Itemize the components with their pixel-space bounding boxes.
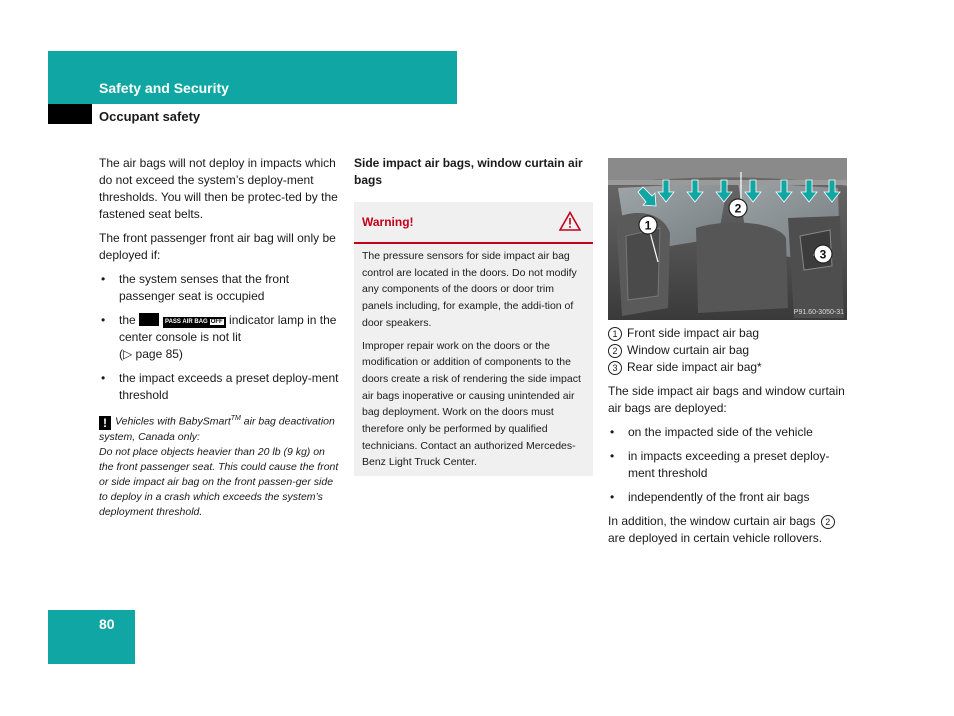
right-column — [608, 325, 848, 554]
inline-callout: 2 — [821, 515, 835, 529]
legend-number: 3 — [608, 361, 622, 375]
bullet-list — [608, 424, 848, 506]
airbag-illustration — [608, 158, 847, 320]
child-seat-icon — [139, 313, 159, 326]
legend-text: Rear side impact air bag* — [627, 360, 762, 374]
figure-legend — [608, 325, 848, 376]
paragraph: The side impact air bags and window curtain air bags are deployed: — [608, 384, 845, 415]
note-heading-cont: air bag deactivation system, Canada only: — [99, 415, 335, 443]
warning-paragraph: The pressure sensors for side impact air bag control are located in the doors. Do not modify any components of the doors or door trim panels including, for example, the addi-tion of door speakers. — [362, 250, 577, 329]
header-band — [48, 51, 457, 104]
warning-box — [354, 202, 593, 476]
page-reference: (▷ page 85) — [119, 347, 183, 361]
callout-3 — [814, 245, 832, 263]
note-body: Do not place objects heavier than 20 lb (9 kg) on the front passenger seat. This could cause the front or side impact air bag on the front passen-ger side to deploy in a crash which exceeds the system’s deployment threshold. — [99, 445, 339, 518]
page-number: 80 — [99, 616, 115, 632]
subsection-title: Occupant safety — [99, 109, 201, 124]
paragraph-text: are deployed in certain vehicle rollovers. — [608, 531, 823, 545]
warning-body — [362, 248, 586, 477]
section-tab-marker — [48, 104, 92, 124]
pass-air-bag-off-icon — [163, 317, 226, 328]
paragraph-text: In addition, the window curtain air bags — [608, 514, 816, 528]
callout-2 — [729, 199, 747, 217]
list-item: • independently of the front air bags — [608, 489, 848, 506]
warning-title: Warning! — [362, 215, 414, 229]
paragraph — [608, 513, 848, 547]
legend-item — [608, 359, 848, 376]
list-item: • on the impacted side of the vehicle — [608, 424, 848, 441]
left-column — [99, 155, 339, 520]
note-block — [99, 411, 339, 520]
icon-label: PASS AIR BAG — [165, 319, 208, 325]
middle-heading: Side impact air bags, window curtain air bags — [354, 156, 583, 187]
bullet-list — [99, 271, 339, 404]
legend-number: 1 — [608, 327, 622, 341]
warning-triangle-icon — [559, 211, 581, 231]
list-item: • in impacts exceeding a preset deploy-ment threshold — [608, 448, 848, 482]
list-item-text: indicator lamp in the center console is not lit — [119, 313, 337, 344]
legend-number: 2 — [608, 344, 622, 358]
legend-text: Front side impact air bag — [627, 326, 760, 340]
page-number-band — [48, 610, 135, 664]
paragraph: The front passenger front air bag will only be deployed if: — [99, 231, 336, 262]
note-heading: Vehicles with BabySmart — [115, 415, 231, 428]
list-item: • the impact exceeds a preset deploy-ment threshold — [99, 370, 339, 404]
callout-2-label: 2 — [734, 201, 742, 216]
trademark: TM — [230, 415, 241, 422]
callout-1-label: 1 — [644, 218, 652, 233]
paragraph: The air bags will not deploy in impacts which do not exceed the system’s deploy-ment thresholds. You will then be protec-ted by the fastened seat belts. — [99, 156, 338, 221]
icon-off-label: OFF — [210, 319, 223, 325]
section-title: Safety and Security — [99, 80, 229, 96]
figure-code: P91.60-3050-31 — [793, 309, 844, 316]
list-item — [99, 312, 339, 363]
callout-3-label: 3 — [819, 247, 827, 262]
legend-item — [608, 342, 848, 359]
list-item: • the system senses that the front passenger seat is occupied — [99, 271, 339, 305]
list-item-text: the — [119, 313, 136, 327]
callout-1 — [639, 216, 657, 234]
exclamation-icon: ! — [99, 416, 111, 430]
warning-paragraph: Improper repair work on the doors or the modification or addition of components to the doors create a risk of rendering the side impact air bags inoperative or causing unintended air bag deployment. Work on the doors must therefore only be performed by qualified technicians. Contact an authorized Mercedes-Benz Light Truck Center. — [362, 339, 581, 469]
legend-item — [608, 325, 848, 342]
legend-text: Window curtain air bag — [627, 343, 750, 357]
warning-header — [354, 202, 593, 244]
